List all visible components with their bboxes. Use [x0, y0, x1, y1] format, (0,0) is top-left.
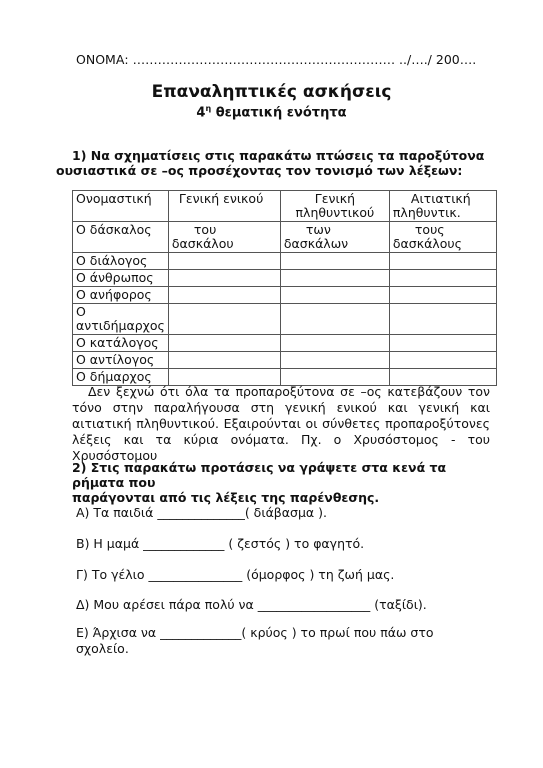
- cell-nominative: Ο διάλογος: [73, 253, 169, 270]
- answer-cell[interactable]: [280, 253, 389, 270]
- cell-example-genitive-plural: των δασκάλων: [280, 222, 389, 253]
- cell-example-accusative-plural: τους δασκάλους: [389, 222, 496, 253]
- name-blank[interactable]: ………………………………………………………: [132, 52, 396, 67]
- cell-example-nominative: Ο δάσκαλος: [73, 222, 169, 253]
- header-nominative: Ονομαστική: [73, 191, 169, 222]
- answer-cell[interactable]: [280, 270, 389, 287]
- table-row: [73, 304, 497, 335]
- answer-cell[interactable]: [389, 287, 496, 304]
- answer-cell[interactable]: [389, 253, 496, 270]
- exercise-1-line-1: 1) Να σχηματίσεις στις παρακάτω πτώσεις τα παροξύτονα: [72, 148, 485, 163]
- cell-example-genitive-singular: του δασκάλου: [168, 222, 280, 253]
- answer-cell[interactable]: [168, 287, 280, 304]
- answer-cell[interactable]: [280, 304, 389, 335]
- declension-table: [72, 190, 497, 386]
- exercise-1-instructions: [56, 148, 492, 178]
- grammar-note: Δεν ξεχνώ ότι όλα τα προπαροξύτονα σε –ος κατεβάζουν τον τόνο στην παραλήγουσα στη γενική ενικού και γενική και αιτιατική πληθυντικού. Εξαιρούνται οι σύνθετες προπαροξύτονες λέξεις και τα κύρια ονόματα. Πχ. ο Χρυσόστομος - του Χρυσόστομου: [72, 384, 490, 463]
- table-row: [73, 253, 497, 270]
- name-label: ΟΝΟΜΑ:: [76, 52, 129, 67]
- answer-cell[interactable]: [389, 352, 496, 369]
- exercise-1-line-2: ουσιαστικά σε –ος προσέχοντας τον τονισμό των λέξεων:: [56, 163, 463, 178]
- answer-cell[interactable]: [280, 335, 389, 352]
- header-genitive-singular: Γενική ενικού: [168, 191, 280, 222]
- table-row: [73, 369, 497, 386]
- table-row: [73, 270, 497, 287]
- answer-cell[interactable]: [280, 287, 389, 304]
- exercise-2-line-1: 2) Στις παρακάτω προτάσεις να γράψετε στα κενά τα ρήματα που: [72, 460, 447, 490]
- answer-cell[interactable]: [168, 304, 280, 335]
- sentence-b[interactable]: Β) Η μαμά _____________ ( ζεστός ) το φαγητό.: [76, 536, 365, 551]
- cell-nominative: Ο δήμαρχος: [73, 369, 169, 386]
- answer-cell[interactable]: [389, 270, 496, 287]
- header-genitive-plural: Γενική πληθυντικού: [280, 191, 389, 222]
- answer-cell[interactable]: [389, 335, 496, 352]
- cell-nominative: Ο ανήφορος: [73, 287, 169, 304]
- sentence-a[interactable]: Α) Τα παιδιά ______________( διάβασμα ).: [76, 505, 327, 520]
- cell-nominative: Ο αντίλογος: [73, 352, 169, 369]
- table-row: [73, 287, 497, 304]
- answer-cell[interactable]: [168, 352, 280, 369]
- answer-cell[interactable]: [389, 369, 496, 386]
- header-accusative-plural: Αιτιατική πληθυντικ.: [389, 191, 496, 222]
- answer-cell[interactable]: [168, 335, 280, 352]
- answer-cell[interactable]: [168, 270, 280, 287]
- answer-cell[interactable]: [389, 304, 496, 335]
- answer-cell[interactable]: [280, 352, 389, 369]
- sentence-e[interactable]: Ε) Άρχισα να _____________( κρύος ) το πρωί που πάω στο σχολείο.: [76, 625, 434, 656]
- page-subtitle: [0, 104, 543, 120]
- answer-cell[interactable]: [168, 253, 280, 270]
- unit-label: θεματική ενότητα: [215, 105, 347, 121]
- answer-cell[interactable]: [168, 369, 280, 386]
- cell-nominative: Ο κατάλογος: [73, 335, 169, 352]
- cell-nominative: Ο άνθρωπος: [73, 270, 169, 287]
- answer-cell[interactable]: [280, 369, 389, 386]
- exercise-2-line-2: παράγονται από τις λέξεις της παρένθεσης.: [72, 490, 380, 505]
- unit-number: 4: [196, 105, 206, 121]
- table-row: [73, 335, 497, 352]
- table-row-example: [73, 222, 497, 253]
- cell-nominative: Ο αντιδήμαρχος: [73, 304, 169, 335]
- table-header-row: [73, 191, 497, 222]
- exercise-2-instructions: [72, 460, 492, 505]
- sentence-c[interactable]: Γ) Το γέλιο _______________ (όμορφος ) τη ζωή μας.: [76, 567, 395, 582]
- date-blank[interactable]: ../…./ 200….: [399, 52, 477, 67]
- name-date-line: [76, 52, 476, 67]
- sentence-d[interactable]: Δ) Μου αρέσει πάρα πολύ να __________________ (ταξίδι).: [76, 597, 427, 612]
- unit-ordinal: η: [205, 104, 212, 113]
- table-row: [73, 352, 497, 369]
- page-title: Επαναληπτικές ασκήσεις: [151, 82, 392, 102]
